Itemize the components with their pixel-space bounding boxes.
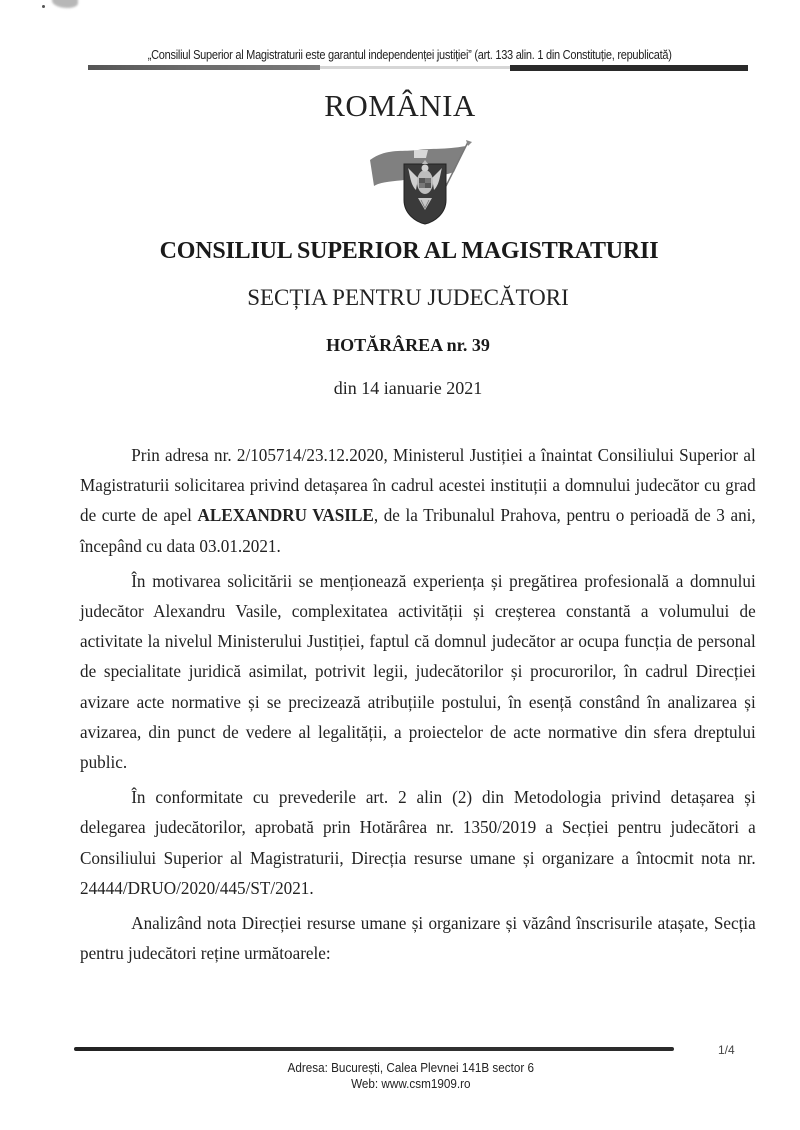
decision-date: din 14 ianuarie 2021 [333, 378, 483, 398]
header-motto: „Consiliul Superior al Magistraturii este garantul independenței justiției” (art. 133 alin. 1 din Constituție, republicată) [147, 48, 672, 62]
coat-of-arms-icon [366, 138, 476, 228]
document-body [80, 440, 766, 973]
paragraph-request: Prin adresa nr. 2/105714/23.12.2020, Ministerul Justiției a înaintat Consiliului Superior al Magistraturii solicitarea privind detașarea în cadrul acestei instituții a domnului judecător cu grad de curte de apel ALEXANDRU VASILE, de la Tribunalul Prahova, pentru o perioadă de 3 ani, începând cu data 03.01.2021. [80, 445, 756, 556]
paragraph-analysis: Analizând nota Direcției resurse umane și organizare și văzând înscrisurile atașate, Secția pentru judecători reține următoarele: [80, 913, 756, 964]
paragraph-methodology: În conformitate cu prevederile art. 2 alin (2) din Metodologia privind detașarea și delegarea judecătorilor, aprobată prin Hotărârea nr. 1350/2019 a Secției pentru judecători a Consiliului Superior al Magistraturii, Direcția resurse umane și organizare a întocmit nota nr. 24444/DRUO/2020/445/ST/2021. [80, 787, 756, 898]
paragraph-motivation: În motivarea solicitării se menționează experiența și pregătirea profesională a domnului judecător Alexandru Vasile, complexitatea activității și creșterea constantă a volumului de activitate la nivelul Ministerului Justiției, faptul că domnul judecător ar ocupa funcția de personal de specialitate juridică asimilat, potrivit legii, judecătorilor și procurorilor, în cadrul Direcției avizare acte normative și se precizează atribuțiile postului, în esență constând în analizarea și avizarea, din punct de vedere al legalității, a proiectelor de acte normative din sfera dreptului public. [80, 570, 756, 773]
scan-artifact [52, 0, 78, 8]
section-name: SECȚIA PENTRU JUDECĂTORI [247, 285, 569, 310]
footer-address: Adresa: București, Calea Plevnei 141B sector 6 [287, 1060, 535, 1075]
footer-contact [40, 1060, 760, 1092]
judge-name: ALEXANDRU VASILE [197, 505, 374, 526]
header-divider [88, 64, 748, 70]
footer-web: Web: www.csm1909.ro [351, 1076, 471, 1091]
decision-number: HOTĂRÂREA nr. 39 [326, 335, 490, 355]
country-name: ROMÂNIA [324, 88, 476, 123]
institution-name: CONSILIUL SUPERIOR AL MAGISTRATURII [159, 238, 659, 264]
footer-divider [74, 1047, 674, 1051]
scan-artifact-dot [42, 5, 45, 8]
page-number: 1/4 [718, 1043, 735, 1057]
